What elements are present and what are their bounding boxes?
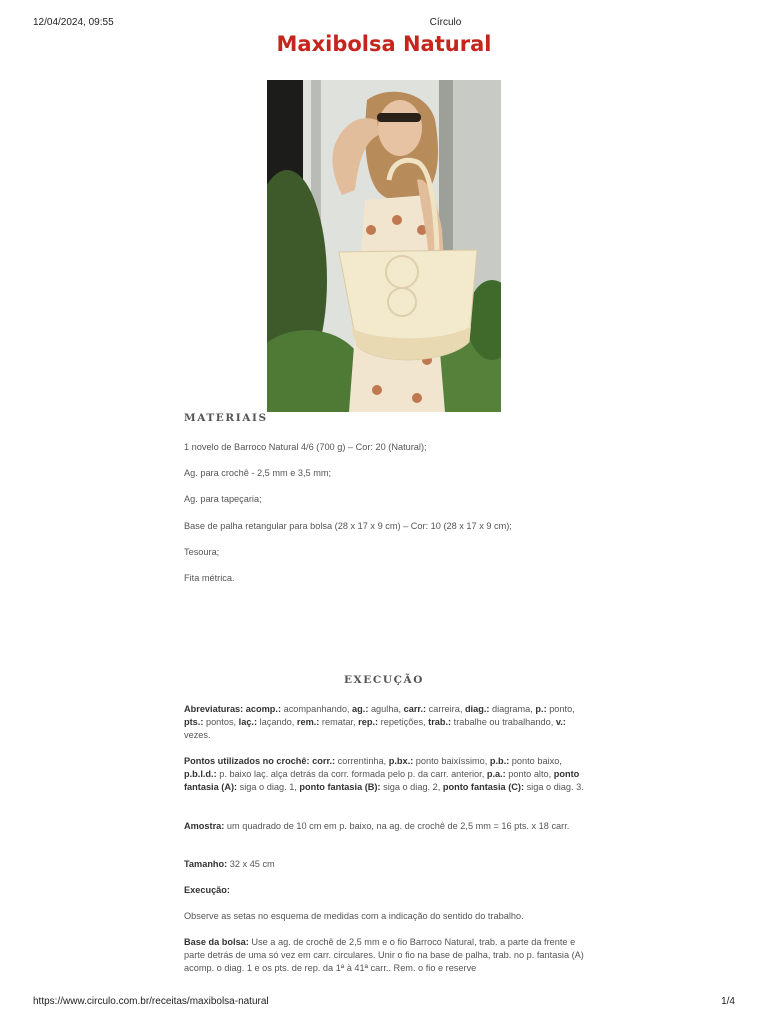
stitches-label: Pontos utilizados no crochê:	[184, 756, 310, 766]
woman-with-crochet-bag-image	[267, 80, 501, 412]
abbreviations-paragraph: Abreviaturas: acomp.: acompanhando, ag.: agulha, carr.: carreira, diag.: diagrama, p.: ponto, pts.: pontos, laç.: laçando, rem.: rematar, rep.: repetições, trab.: trabalhe ou trabalhando, v.: vezes.	[184, 704, 575, 740]
page-title: Maxibolsa Natural	[276, 32, 492, 56]
materials-section	[184, 412, 584, 424]
print-datetime: 12/04/2024, 09:55	[33, 17, 114, 28]
print-url: https://www.circulo.com.br/receitas/maxibolsa-natural	[33, 996, 269, 1007]
stitches-paragraph: Pontos utilizados no crochê: corr.: correntinha, p.bx.: ponto baixíssimo, p.b.: ponto baixo, p.b.l.d.: p. baixo laç. alça detrás da corr. formada pelo p. da carr. anterior, p.a.: ponto alto, ponto fantasia (A): siga o diag. 1, ponto fantasia (B): siga o diag. 2, ponto fantasia (C): siga o diag. 3.	[184, 756, 584, 792]
execution-heading: EXECUÇÃO	[343, 674, 425, 686]
abbreviations-label: Abreviaturas:	[184, 704, 244, 714]
execution-label-paragraph: Execução:	[184, 885, 230, 895]
materials-list	[184, 441, 584, 598]
gauge-label: Amostra:	[184, 821, 225, 831]
list-item: Ag. para tapeçaria;	[184, 494, 262, 505]
list-item: Ag. para crochê - 2,5 mm e 3,5 mm;	[184, 468, 332, 479]
list-item: 1 novelo de Barroco Natural 4/6 (700 g) – Cor: 20 (Natural);	[184, 442, 427, 452]
observe-paragraph: Observe as setas no esquema de medidas com a indicação do sentido do trabalho.	[184, 911, 524, 921]
gauge-paragraph: Amostra: um quadrado de 10 cm em p. baixo, na ag. de crochê de 2,5 mm = 16 pts. x 18 carr.	[184, 821, 570, 831]
product-photo	[267, 80, 501, 412]
list-item: Tesoura;	[184, 546, 220, 557]
materials-heading: MATERIAIS	[184, 412, 268, 424]
list-item: Base de palha retangular para bolsa (28 x 17 x 9 cm) – Cor: 10 (28 x 17 x 9 cm);	[184, 520, 512, 531]
list-item: Fita métrica.	[184, 572, 235, 583]
print-site-title: Círculo	[429, 17, 462, 28]
base-paragraph: Base da bolsa: Use a ag. de crochê de 2,5 mm e o fio Barroco Natural, trab. a parte da frente e parte detrás de uma só vez em carr. circulares. Unir o fio na base de palha, trab. no p. fantasia (A) acomp. o diag. 1 e os pts. de rep. da 1ª à 41ª carr.. Rem. o fio e reserve	[184, 937, 584, 973]
size-paragraph: Tamanho: 32 x 45 cm	[184, 859, 275, 869]
base-label: Base da bolsa:	[184, 937, 249, 947]
size-label: Tamanho:	[184, 859, 228, 869]
page-number: 1/4	[721, 996, 735, 1007]
